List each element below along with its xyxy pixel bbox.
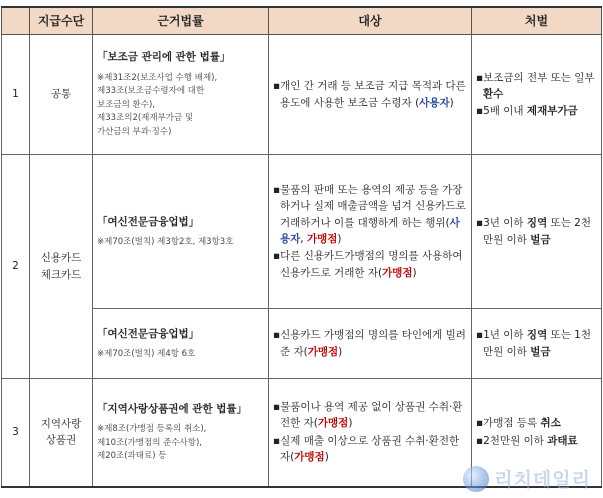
watermark: [463, 465, 591, 492]
table-row: [2, 155, 602, 309]
target-cell: [269, 309, 472, 379]
row-number: 1: [2, 35, 30, 155]
target-item: ▪실제 매출 이상으로 상품권 수취·환전한 자(가맹점): [273, 434, 460, 464]
target-item: ▪신용카드 가맹점의 명의를 타인에게 빌려준 자(가맹점): [273, 329, 466, 358]
target-item: ▪다른 신용카드가맹점의 명의를 사용하여 신용카드로 거래한 자(가맹점): [273, 250, 463, 279]
penalty-cell: [472, 155, 602, 309]
law-notes: ※제31조2(보조사업 수행 배제), 제33조(보조금수령자에 대한 보조금의 환수), 제33조의2(제재부가금 및 가산금의 부과·징수): [97, 72, 218, 138]
law-name: 「보조금 관리에 관한 법률」: [97, 51, 231, 64]
penalty-item: ▪보조금의 전부 또는 일부 환수: [476, 71, 595, 100]
law-notes: ※제70조(벌칙) 제4항 6호: [97, 348, 196, 359]
header-penalty: 처벌: [472, 7, 602, 35]
target-item: ▪개인 간 거래 등 보조금 지급 목적과 다른 용도에 사용한 보조금 수령자 (사용자): [273, 80, 466, 109]
watermark-text: 리치데일리: [494, 469, 591, 491]
law-cell: [93, 35, 269, 155]
target-cell: [269, 35, 472, 155]
target-item: ▪물품의 판매 또는 용역의 제공 등을 가장하거나 실제 매출금액을 넘겨 신용카드로 거래하거나 이를 대행하게 하는 행위(사용자, 가맹점): [273, 184, 466, 245]
law-name: 「여신전문금융업법」: [97, 327, 200, 340]
header-means: 지급수단: [30, 7, 93, 35]
target-cell: [269, 155, 472, 309]
payment-means: 신용카드 체크카드: [30, 155, 93, 379]
row-number: 3: [2, 379, 30, 487]
law-notes: ※제70조(벌칙) 제3항2호, 제3항3호: [97, 236, 234, 247]
law-cell: [93, 379, 269, 487]
penalty-item: ▪1년 이하 징역 또는 1천만원 이하 벌금: [476, 329, 592, 358]
payment-means: 지역사랑 상품권: [30, 379, 93, 487]
law-cell: [93, 155, 269, 309]
target-cell: [269, 379, 472, 487]
penalty-cell: [472, 309, 602, 379]
payment-means: 공통: [30, 35, 93, 155]
law-name: 「여신전문금융업법」: [97, 215, 200, 228]
table-row: [2, 35, 602, 155]
globe-icon: [463, 466, 489, 492]
penalty-item: ▪3년 이하 징역 또는 2천만원 이하 벌금: [476, 217, 592, 246]
penalty-cell: [472, 35, 602, 155]
penalty-item: ▪가맹점 등록 취소: [476, 417, 561, 430]
law-notes: ※제8조(가맹점 등록의 취소), 제10조(가맹점의 준수사항), 제20조(과태료) 등: [97, 423, 207, 462]
header-num: [2, 7, 30, 35]
penalty-table: [1, 6, 602, 488]
row-number: 2: [2, 155, 30, 379]
penalty-item: ▪5배 이내 제재부가금: [476, 105, 578, 118]
header-row: [2, 7, 602, 35]
law-name: 「지역사랑상품권에 관한 법률」: [97, 402, 248, 415]
law-cell: [93, 309, 269, 379]
penalty-item: ▪2천만원 이하 과태료: [476, 434, 578, 447]
header-law: 근거법률: [93, 7, 269, 35]
header-target: 대상: [269, 7, 472, 35]
target-item: ▪물품이나 용역 제공 없이 상품권 수취·환전한 자(가맹점): [273, 401, 463, 430]
